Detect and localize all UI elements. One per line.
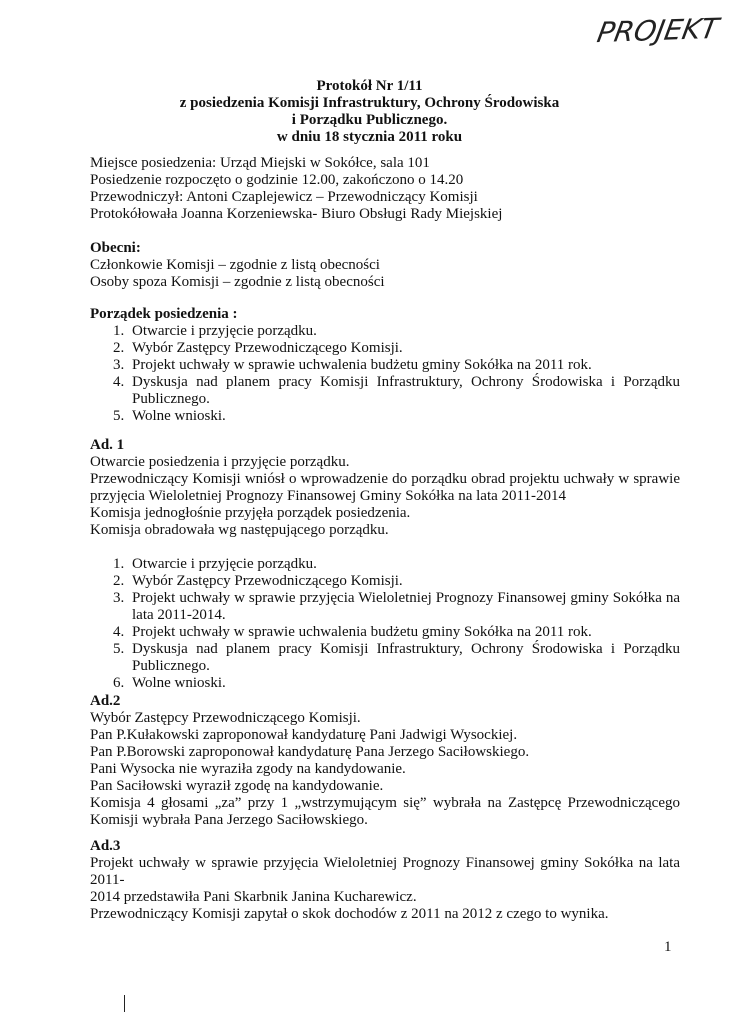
ad3-line: Projekt uchwały w sprawie przyjęcia Wieloletniej Prognozy Finansowej gminy Sokółka na lata 2011- xyxy=(90,855,680,888)
page-number: 1 xyxy=(664,939,672,955)
meta-time: Posiedzenie rozpoczęto o godzinie 12.00, zakończono o 14.20 xyxy=(90,172,464,188)
handwritten-stamp: PROJEKT xyxy=(594,11,722,50)
ad1-agenda-item: 4. Projekt uchwały w sprawie uchwalenia budżetu gminy Sokółka na 2011 rok. xyxy=(128,624,680,641)
present-line: Osoby spoza Komisji – zgodnie z listą obecności xyxy=(90,274,385,290)
agenda-section xyxy=(90,306,680,425)
ad3-line: Przewodniczący Komisji zapytał o skok dochodów z 2011 na 2012 z czego to wynika. xyxy=(90,906,609,922)
meta-minutes-taker: Protokółowała Joanna Korzeniewska- Biuro Obsługi Rady Miejskiej xyxy=(90,206,503,222)
agenda-item: 4. Dyskusja nad planem pracy Komisji Infrastruktury, Ochrony Środowiska i Porządku Publicznego. xyxy=(128,374,680,408)
agenda-list xyxy=(90,323,680,425)
ad1-line: Przewodniczący Komisji wniósł o wprowadzenie do porządku obrad projektu uchwały w sprawie xyxy=(90,471,680,487)
agenda-item: 3. Projekt uchwały w sprawie uchwalenia budżetu gminy Sokółka na 2011 rok. xyxy=(128,357,680,374)
ad1-agenda-item: 2. Wybór Zastępcy Przewodniczącego Komisji. xyxy=(128,573,680,590)
ad2-line: Pani Wysocka nie wyraziła zgody na kandydowanie. xyxy=(90,761,406,777)
meeting-date: w dniu 18 stycznia 2011 roku xyxy=(276,129,463,145)
committee-name: z posiedzenia Komisji Infrastruktury, Ochrony Środowiska xyxy=(179,95,560,111)
present-title: Obecni: xyxy=(90,240,141,256)
present-line: Członkowie Komisji – zgodnie z listą obecności xyxy=(90,257,380,273)
ad1-agenda-item: 5. Dyskusja nad planem pracy Komisji Infrastruktury, Ochrony Środowiska i Porządku Publicznego. xyxy=(128,641,680,675)
agenda-item: 1. Otwarcie i przyjęcie porządku. xyxy=(128,323,680,340)
ad2-line: Pan Saciłowski wyraził zgodę na kandydowanie. xyxy=(90,778,384,794)
ad3-line: 2014 przedstawiła Pani Skarbnik Janina Kucharewicz. xyxy=(90,889,417,905)
ad1-agenda-item: 1. Otwarcie i przyjęcie porządku. xyxy=(128,556,680,573)
committee-name-cont: i Porządku Publicznego. xyxy=(291,112,448,128)
ad2-vote-line: Komisja 4 głosami „za” przy 1 „wstrzymującym się” wybrała na Zastępcę Przewodniczącego xyxy=(90,795,680,811)
ad2-title: Ad.2 xyxy=(90,693,121,709)
agenda-item: 2. Wybór Zastępcy Przewodniczącego Komisji. xyxy=(128,340,680,357)
margin-mark xyxy=(124,995,125,1012)
ad2-line: Pan P.Kułakowski zaproponował kandydaturę Pani Jadwigi Wysockiej. xyxy=(90,727,518,743)
protocol-number: Protokół Nr 1/11 xyxy=(316,78,423,94)
ad1-agenda-list xyxy=(90,556,680,692)
ad2-vote-line: Komisji wybrała Pana Jerzego Saciłowskiego. xyxy=(90,812,368,828)
document-header xyxy=(0,78,739,146)
present-section xyxy=(90,240,680,291)
meeting-meta xyxy=(90,155,680,223)
agenda-item: 5. Wolne wnioski. xyxy=(128,408,680,425)
ad3-section xyxy=(90,838,680,923)
meta-chair: Przewodniczył: Antoni Czaplejewicz – Przewodniczący Komisji xyxy=(90,189,478,205)
ad1-title: Ad. 1 xyxy=(90,437,125,453)
ad3-title: Ad.3 xyxy=(90,838,121,854)
ad1-line: Komisja obradowała wg następującego porządku. xyxy=(90,522,389,538)
ad1-agenda-item: 3. Projekt uchwały w sprawie przyjęcia Wieloletniej Prognozy Finansowej gminy Sokółka na lata 2011-2014. xyxy=(128,590,680,624)
ad1-line: Otwarcie posiedzenia i przyjęcie porządku. xyxy=(90,454,350,470)
ad1-line: Komisja jednogłośnie przyjęła porządek posiedzenia. xyxy=(90,505,411,521)
agenda-title: Porządek posiedzenia : xyxy=(90,306,238,322)
ad2-line: Pan P.Borowski zaproponował kandydaturę Pana Jerzego Saciłowskiego. xyxy=(90,744,530,760)
ad1-line: przyjęcia Wieloletniej Prognozy Finansowej Gminy Sokółka na lata 2011-2014 xyxy=(90,488,566,504)
ad2-line: Wybór Zastępcy Przewodniczącego Komisji. xyxy=(90,710,361,726)
ad1-agenda-item: 6. Wolne wnioski. xyxy=(128,675,680,692)
ad2-section xyxy=(90,693,680,829)
meta-place: Miejsce posiedzenia: Urząd Miejski w Sokółce, sala 101 xyxy=(90,155,430,171)
ad1-section xyxy=(90,437,680,692)
